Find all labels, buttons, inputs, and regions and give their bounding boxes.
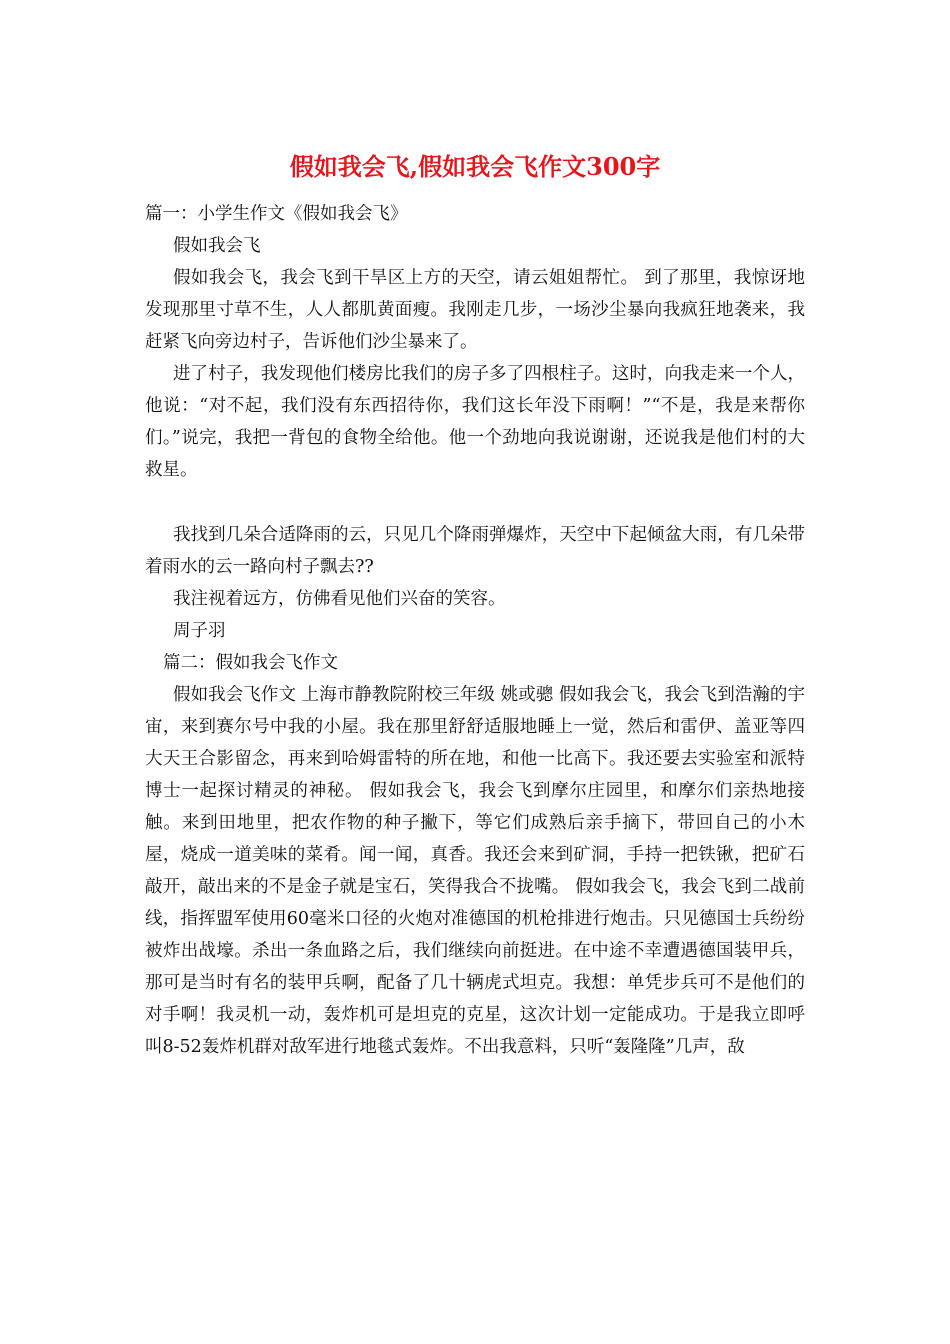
- section2-paragraph: 假如我会飞作文 上海市静教院附校三年级 姚或骢 假如我会飞，我会飞到浩瀚的宇宙，来到赛尔号中我的小屋。我在那里舒舒适服地睡上一觉，然后和雷伊、盖亚等四大天王合影留念，再来到哈姆雷特的所在地，和他一比高下。我还要去实验室和派特博士一起探讨精灵的神秘。 假如我会飞，我会飞到摩尔庄园里，和摩尔们亲热地接触。来到田地里，把农作物的种子撇下，等它们成熟后亲手摘下，带回自己的小木屋，烧成一道美味的菜肴。闻一闻，真香。我还会来到矿洞，手持一把铁锹，把矿石敲开，敲出来的不是金子就是宝石，笑得我合不拢嘴。 假如我会飞，我会飞到二战前线，指挥盟军使用60毫米口径的火炮对准德国的机枪排进行炮击。只见德国士兵纷纷被炸出战壕。杀出一条血路之后，我们继续向前挺进。在中途不幸遭遇德国装甲兵，那可是当时有名的装甲兵啊，配备了几十辆虎式坦克。我想：单凭步兵可不是他们的对手啊！我灵机一动，轰炸机可是坦克的克星，这次计划一定能成功。于是我立即呼叫8-52轰炸机群对敌军进行地毯式轰炸。不出我意料，只听“轰隆隆”几声，敌: [145, 685, 805, 1057]
- document-body: [145, 198, 805, 1063]
- section2-heading: 篇二：假如我会飞作文: [163, 653, 338, 673]
- section1-paragraph-2: 进了村子，我发现他们楼房比我们的房子多了四根柱子。这时，向我走来一个人，他说：“对不起，我们没有东西招待你，我们这长年没下雨啊！”“不是，我是来帮你们。”说完，我把一背包的食物全给他。他一个劲地向我说谢谢，还说我是他们村的大救星。: [145, 364, 805, 480]
- section1-heading: 篇一：小学生作文《假如我会飞》: [145, 204, 408, 224]
- document-title: 假如我会飞,假如我会飞作文300字: [289, 152, 661, 181]
- section1-paragraph-3: 我找到几朵合适降雨的云，只见几个降雨弹爆炸，天空中下起倾盆大雨，有几朵带着雨水的云一路向村子飘去??: [145, 525, 805, 577]
- section1-author: 周子羽: [173, 621, 226, 641]
- blank-line: [145, 486, 805, 519]
- section1-subtitle: 假如我会飞: [173, 236, 261, 256]
- section1-paragraph-4: 我注视着远方，仿佛看见他们兴奋的笑容。: [173, 589, 506, 609]
- section1-paragraph-1: 假如我会飞，我会飞到干旱区上方的天空，请云姐姐帮忙。 到了那里，我惊讶地发现那里寸草不生，人人都肌黄面瘦。我刚走几步，一场沙尘暴向我疯狂地袭来，我赶紧飞向旁边村子，告诉他们沙尘暴来了。: [145, 268, 805, 352]
